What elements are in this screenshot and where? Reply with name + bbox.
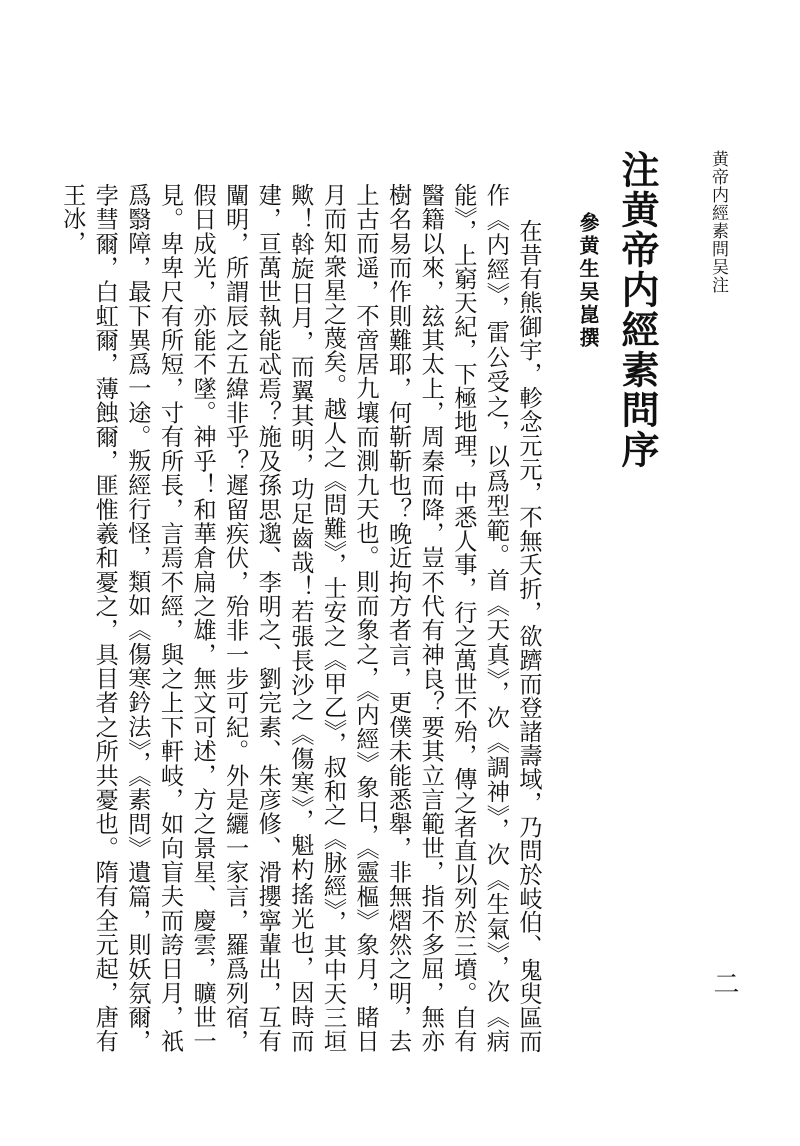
preface-paragraph: 在昔有熊御宇，軫念元元，不無夭折，欲躋而登諸壽域，乃問於岐伯、鬼臾區而作《内經》，雷公受之，以爲型範。首《天真》，次《調神》，次《生氣》，次《病能》，上窮天紀，下極地理，中悉人事，行之萬世不殆，傳之者直以列於三墳。自有醫籍以來，玆其太上，周秦而降，豈不代有神良？要其立言範世，指不多屈，無亦樹名易而作則難耶，何靳靳也？晚近拘方者言，更僕未能悉舉，非無熠然之明，去上古而遥，不啻居九壤而測九天也。則而象之，《内經》象日，《靈樞》象月，睹日月而知衆星之蔑矣。越人之《問難》，士安之《甲乙》，叔和之《脉經》，其中天三垣歟！斡旋日月，而翼其明，功足齒哉！若張長沙之《傷寒》，魁杓搖光也，因時而建，亘萬世執能忒焉？施及孫思邈、李明之、劉完素、朱彦修、滑攖寧輩出，互有闡明，所謂辰之五緯非乎？遲留疾伏，殆非一步可紀。外是纚一家言，羅爲列宿，假日成光，亦能不墜。神乎！和華倉扁之雄，無文可述，方之景星、慶雲，曠世一見。卑卑尺有所短，寸有所長，言焉不經，與之上下軒岐，如向盲夫而誇日月，祇爲翳障，最下異爲一途。叛經行怪，類如《傷寒鈐法》，《素問》遺篇，則妖氛爾，孛彗爾，白虹爾，薄蝕爾，匪惟羲和憂之，具目者之所共憂也。隋有全元起，唐有王冰， (58, 183, 542, 1053)
preface-author: 參黄生吴崑撰 (576, 212, 600, 350)
page-number: 二 (709, 970, 739, 996)
preface-body (55, 183, 544, 1053)
running-header: 黄帝内經素問吴注 (708, 150, 728, 294)
preface-title: 注黄帝内經素問序 (615, 150, 660, 470)
